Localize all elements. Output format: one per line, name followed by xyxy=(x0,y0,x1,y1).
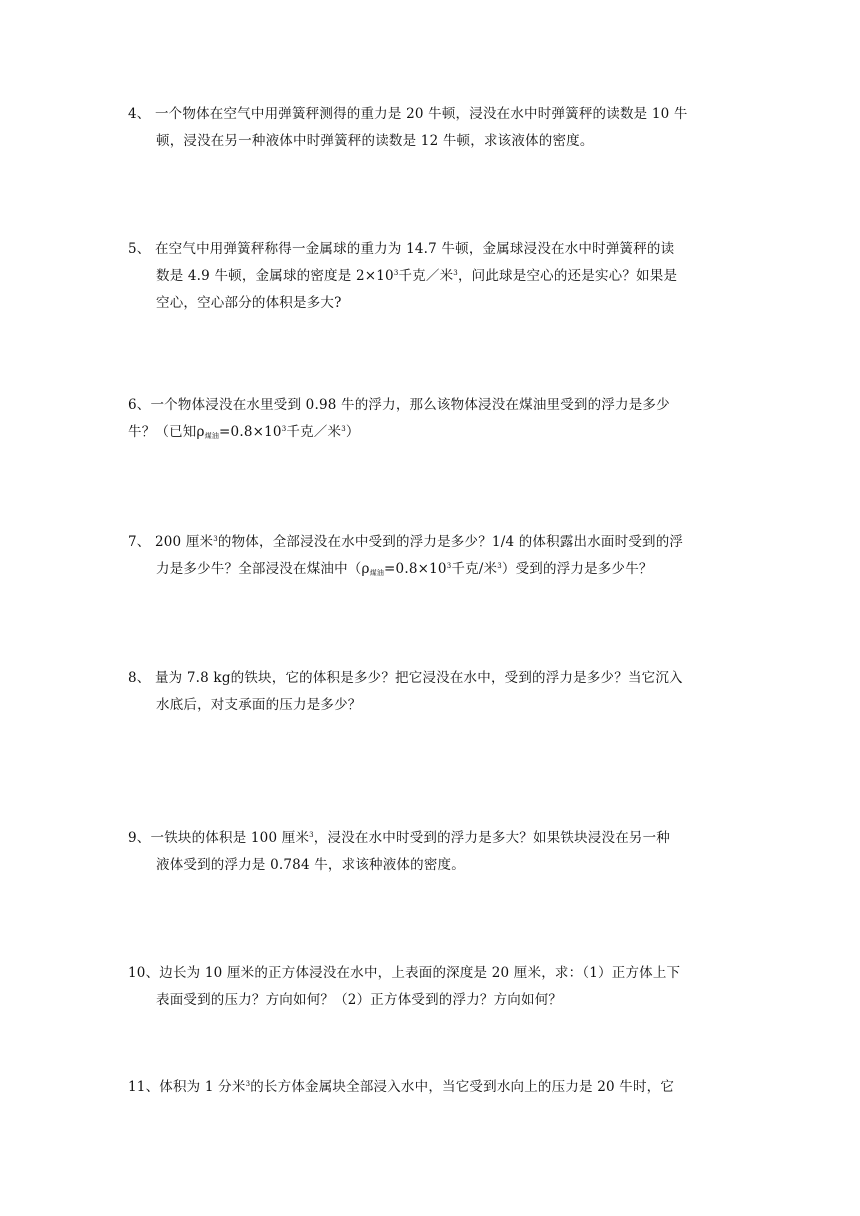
question-7-line-2: 力是多少牛？全部浸没在煤油中（$\rho_{煤油}=0.8\times 10^3$千克/米$^3$）受到的浮力是多少牛？ xyxy=(156,561,653,577)
question-4 xyxy=(128,101,732,155)
question-10-line-1: 10、边长为 10 厘米的正方体浸没在水中，上表面的深度是 20 厘米，求：（1）正方体上下 xyxy=(128,965,681,981)
question-5 xyxy=(128,236,732,317)
question-9-line-2: 液体受到的浮力是 0.784 牛，求该种液体的密度。 xyxy=(156,857,465,873)
question-5-line-1: 5、 在空气中用弹簧秤称得一金属球的重力为 14.7 牛顿，金属球浸没在水中时弹簧秤的读 xyxy=(128,241,675,257)
question-8 xyxy=(128,665,732,719)
question-8-line-1: 8、 量为 7.8 kg的铁块，它的体积是多少？把它浸没在水中，受到的浮力是多少？当它沉入 xyxy=(128,670,683,686)
question-11-line-1: 11、体积为 1 分米$^3$的长方体金属块全部浸入水中，当它受到水向上的压力是 20 牛时，它 xyxy=(128,1079,675,1095)
question-5-line-3: 空心，空心部分的体积是多大? xyxy=(156,295,342,311)
question-9 xyxy=(128,825,732,879)
question-11 xyxy=(128,1074,732,1101)
question-8-line-2: 水底后，对支承面的压力是多少？ xyxy=(156,697,362,713)
question-5-line-2: 数是 4.9 牛顿，金属球的密度是 $2\times 10^3$千克／米$^3$，问此球是空心的还是实心？如果是 xyxy=(156,268,678,284)
question-6 xyxy=(128,392,732,446)
question-6-line-2: 牛？（已知$\rho_{煤油}=0.8\times 10^3$千克／米$^3$） xyxy=(128,424,360,440)
question-7 xyxy=(128,529,732,583)
question-10 xyxy=(128,960,732,1014)
question-6-line-1: 6、一个物体浸没在水里受到 0.98 牛的浮力，那么该物体浸没在煤油里受到的浮力是多少 xyxy=(128,397,670,413)
question-10-line-2: 表面受到的压力？方向如何？（2）正方体受到的浮力？方向如何？ xyxy=(156,992,563,1008)
question-7-line-1: 7、 200 厘米$^3$的物体，全部浸没在水中受到的浮力是多少？1/4 的体积露出水面时受到的浮 xyxy=(128,534,684,550)
question-4-line-1: 4、 一个物体在空气中用弹簧秤测得的重力是 20 牛顿，浸没在水中时弹簧秤的读数是 10 牛 xyxy=(128,106,688,122)
question-4-line-2: 顿，浸没在另一种液体中时弹簧秤的读数是 12 牛顿，求该液体的密度。 xyxy=(156,133,594,149)
question-9-line-1: 9、一铁块的体积是 100 厘米$^3$，浸没在水中时受到的浮力是多大？如果铁块浸没在另一种 xyxy=(128,830,670,846)
